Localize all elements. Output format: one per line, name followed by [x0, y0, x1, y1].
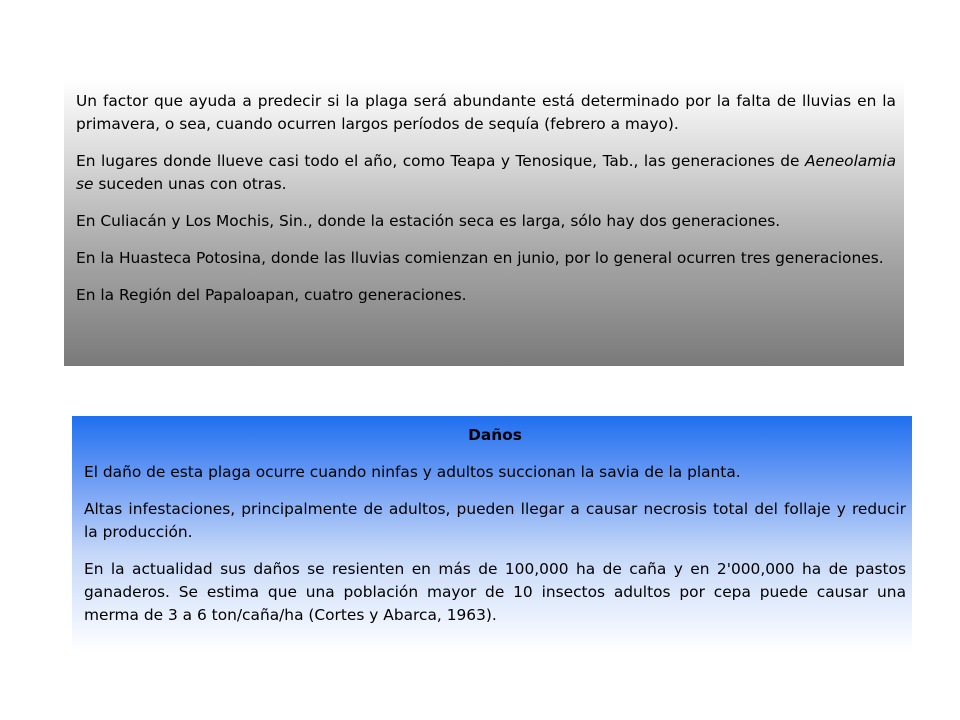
paragraph-rainy-places-start: En lugares donde llueve casi todo el año, como Teapa y Tenosique, Tab., las generaciones de [76, 152, 805, 170]
paragraph-damage-cause: El daño de esta plaga ocurre cuando ninfas y adultos succionan la savia de la planta. [84, 463, 741, 481]
paragraph-rainy-places [76, 150, 896, 196]
species-name: Aeneolamia se [76, 152, 896, 193]
paragraph-huasteca: En la Huasteca Potosina, donde las lluvias comienzan en junio, por lo general ocurren tres generaciones. [76, 249, 884, 267]
paragraph-infestations: Altas infestaciones, principalmente de adultos, pueden llegar a causar necrosis total del follaje y reducir la producción. [84, 500, 906, 541]
paragraph-rainy-places-end: suceden unas con otras. [93, 175, 287, 193]
damages-title: Daños [468, 426, 522, 444]
paragraph-papaloapan: En la Región del Papaloapan, cuatro generaciones. [76, 286, 467, 304]
paragraph-drought-factor: Un factor que ayuda a predecir si la plaga será abundante está determinado por la falta de lluvias en la primavera, o sea, cuando ocurren largos períodos de sequía (febrero a mayo). [76, 92, 896, 133]
generations-text-box [64, 80, 904, 366]
paragraph-culiacan: En Culiacán y Los Mochis, Sin., donde la estación seca es larga, sólo hay dos generaciones. [76, 212, 781, 230]
paragraph-affected-area: En la actualidad sus daños se resienten en más de 100,000 ha de caña y en 2'000,000 ha de pastos ganaderos. Se estima que una población mayor de 10 insectos adultos por cepa puede causar una merma de 3 a 6 ton/caña/ha (Cortes y Abarca, 1963). [84, 560, 906, 624]
damages-text-box [72, 416, 912, 652]
